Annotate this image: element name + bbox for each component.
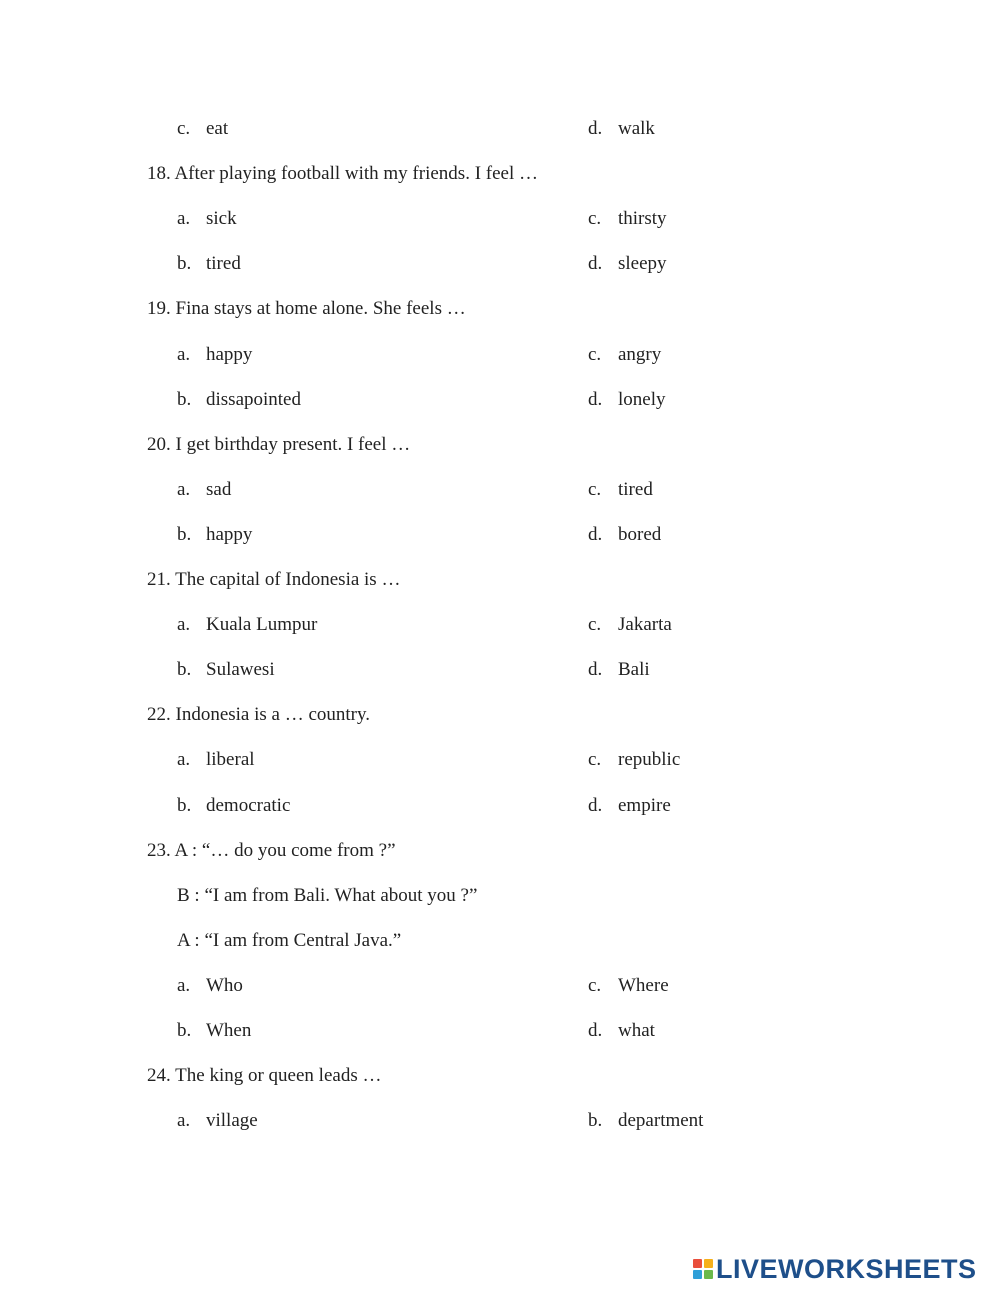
question-text: 18. After playing football with my friends. I feel … [147, 163, 538, 184]
option-letter: c. [588, 614, 602, 635]
dialog-line: A : “I am from Central Java.” [177, 930, 402, 951]
option-letter: c. [588, 975, 602, 996]
option-letter: c. [588, 208, 602, 229]
question-text: 22. Indonesia is a … country. [147, 704, 371, 725]
option-letter: c. [177, 118, 191, 139]
option-letter: b. [588, 1110, 603, 1131]
question-text: 21. The capital of Indonesia is … [147, 569, 401, 590]
option-letter: b. [177, 659, 192, 680]
option-text: department [618, 1110, 704, 1131]
option-text: sick [206, 208, 237, 229]
option-text: happy [206, 524, 253, 545]
option-letter: a. [177, 749, 191, 770]
option-letter: d. [588, 659, 603, 680]
option-text: Sulawesi [206, 659, 275, 680]
option-letter: c. [588, 344, 602, 365]
liveworksheets-logo[interactable] [693, 1256, 977, 1282]
question-text: 24. The king or queen leads … [147, 1065, 382, 1086]
logo-square-blue [693, 1270, 702, 1279]
logo-square-green [704, 1270, 713, 1279]
option-letter: b. [177, 389, 192, 410]
logo-text: LIVEWORKSHEETS [716, 1254, 977, 1284]
option-text: village [206, 1110, 258, 1131]
option-text: eat [206, 118, 229, 139]
option-text: Kuala Lumpur [206, 614, 318, 635]
option-letter: d. [588, 1020, 603, 1041]
option-text: walk [618, 118, 655, 139]
liveworksheets-logo-icon [693, 1259, 713, 1279]
option-letter: d. [588, 389, 603, 410]
question-text: 23. A : “… do you come from ?” [147, 840, 396, 861]
option-letter: d. [588, 524, 603, 545]
option-letter: d. [588, 795, 603, 816]
option-letter: a. [177, 1110, 191, 1131]
option-text: lonely [618, 389, 666, 410]
logo-square-red [693, 1259, 702, 1268]
option-letter: a. [177, 614, 191, 635]
option-text: When [206, 1020, 252, 1041]
option-text: liberal [206, 749, 255, 770]
option-text: empire [618, 795, 671, 816]
option-text: angry [618, 344, 662, 365]
option-letter: b. [177, 524, 192, 545]
option-text: what [618, 1020, 655, 1041]
option-letter: c. [588, 749, 602, 770]
option-text: Where [618, 975, 669, 996]
option-text: sad [206, 479, 232, 500]
option-text: sleepy [618, 253, 667, 274]
option-text: Jakarta [618, 614, 672, 635]
option-text: Who [206, 975, 243, 996]
option-text: thirsty [618, 208, 667, 229]
option-text: Bali [618, 659, 650, 680]
dialog-line: B : “I am from Bali. What about you ?” [177, 885, 478, 906]
option-text: tired [206, 253, 241, 274]
option-letter: d. [588, 118, 603, 139]
option-text: republic [618, 749, 681, 770]
question-text: 19. Fina stays at home alone. She feels … [147, 298, 466, 319]
option-letter: b. [177, 795, 192, 816]
option-letter: b. [177, 253, 192, 274]
option-letter: a. [177, 208, 191, 229]
option-text: happy [206, 344, 253, 365]
question-text: 20. I get birthday present. I feel … [147, 434, 411, 455]
option-letter: a. [177, 344, 191, 365]
option-letter: c. [588, 479, 602, 500]
option-letter: a. [177, 975, 191, 996]
logo-square-yellow [704, 1259, 713, 1268]
option-letter: b. [177, 1020, 192, 1041]
option-text: dissapointed [206, 389, 301, 410]
option-letter: a. [177, 479, 191, 500]
option-letter: d. [588, 253, 603, 274]
option-text: democratic [206, 795, 291, 816]
option-text: bored [618, 524, 662, 545]
option-text: tired [618, 479, 653, 500]
